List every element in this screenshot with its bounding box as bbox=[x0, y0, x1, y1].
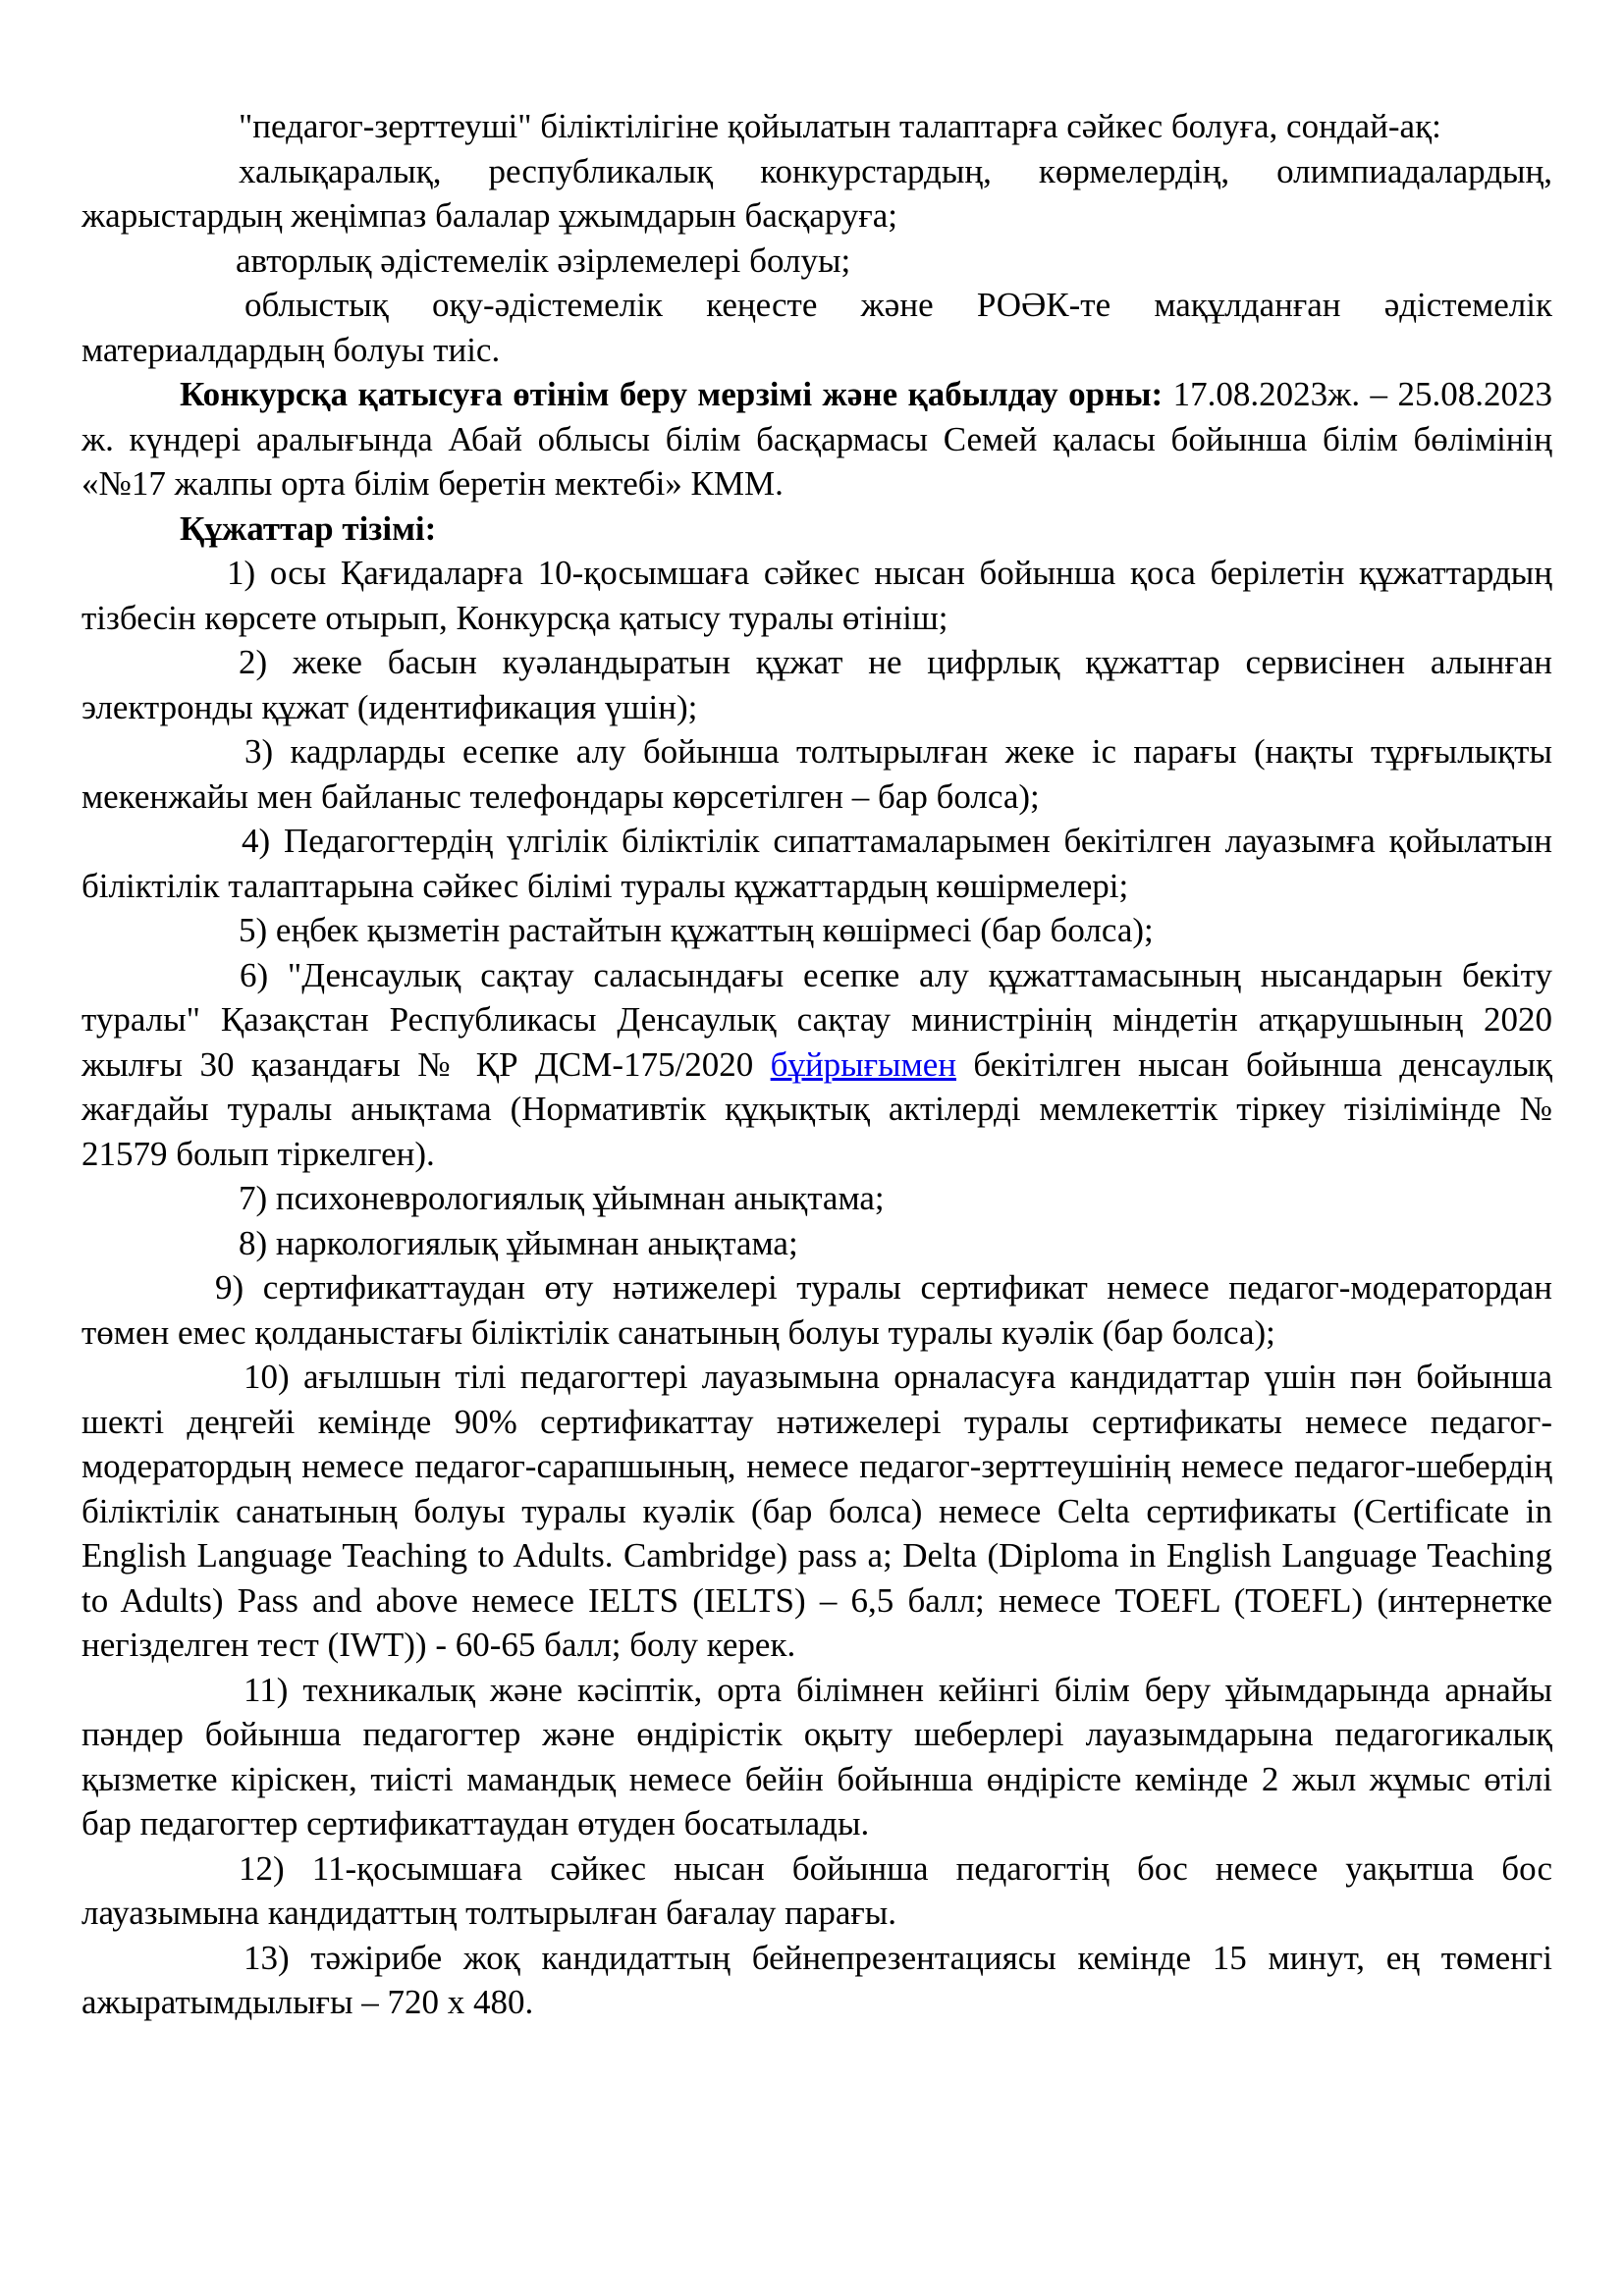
qualification-paragraph: "педагог-зерттеуші" біліктілігіне қойылатын талаптарға сәйкес болуға, сондай-ақ: bbox=[239, 107, 1441, 145]
document-item-8: 8) наркологиялық ұйымнан анықтама; bbox=[239, 1223, 798, 1262]
application-deadline-label: Конкурсқа қатысуға өтінім беру мерзімі және қабылдау орны: bbox=[180, 375, 1164, 413]
document-item-1: 1) осы Қағидаларға 10-қосымшаға сәйкес нысан бойынша қоса берілетін құжаттардың тізбесін көрсете отырып, Конкурсқа қатысу туралы өтініш; bbox=[81, 554, 1552, 637]
document-item-6 bbox=[81, 953, 1552, 1177]
document-item-10: 10) ағылшын тілі педагогтері лауазымына орналасуға кандидаттар үшін пән бойынша шекті деңгейі кемінде 90% сертификаттау нәтижелері туралы сертификаты немесе педагог-модератордың немесе педагог-сарапшының, немесе педагог-зерттеушінің немесе педагог-шебердің біліктілік санатының болуы туралы куәлік (бар болса) немесе Celta сертификаты (Certificate in English Language Teaching to Adults. Cambridge) pass a; Delta (Diploma in English Language Teaching to Adults) Pass and above немесе IELTS (IELTS) – 6,5 балл; немесе TOEFL (TOEFL) (интернетке негізделген тест (IWT)) - 60-65 балл; болу керек. bbox=[81, 1358, 1552, 1664]
document-item-9: 9) сертификаттаудан өту нәтижелері туралы сертификат немесе педагог-модератордан төмен емес қолданыстағы біліктілік санатының болуы туралы куәлік (бар болса); bbox=[81, 1268, 1552, 1352]
author-developments-paragraph: авторлық әдістемелік әзірлемелері болуы; bbox=[236, 240, 851, 280]
application-deadline-paragraph bbox=[81, 372, 1552, 507]
document-item-5: 5) еңбек қызметін растайтын құжаттың көшірмесі (бар болса); bbox=[239, 911, 1154, 949]
document-item-2: 2) жеке басын куәландыратын құжат не цифрлық құжаттар сервисінен алынған электронды құжат (идентификация үшін); bbox=[81, 643, 1552, 726]
document-item-7: 7) психоневрологиялық ұйымнан анықтама; bbox=[239, 1179, 885, 1217]
competition-leadership-paragraph: халықаралық, республикалық конкурстардың, көрмелердің, олимпиадалардың, жарыстардың жеңімпаз балалар ұжымдарын басқаруға; bbox=[81, 151, 1552, 235]
document-item-12: 12) 11-қосымшаға сәйкес нысан бойынша педагогтің бос немесе уақытша бос лауазымына кандидаттың толтырылған бағалау парағы. bbox=[81, 1848, 1552, 1932]
document-item-11: 11) техникалық және кәсіптік, орта білімнен кейінгі білім беру ұйымдарында арнайы пәндер бойынша педагогтер және өндірістік оқыту шеберлері лауазымдарына педагогикалық қызметке кіріскен, тиісті мамандық немесе бейін бойынша өндірісте кемінде 2 жыл жұмыс өтілі бар педагогтер сертификаттаудан өтуден босатылады. bbox=[81, 1670, 1552, 1842]
document-item-4: 4) Педагогтердің үлгілік біліктілік сипаттамаларымен бекітілген лауазымға қойылатын біліктілік талаптарына сәйкес білімі туралы құжаттардың көшірмелері; bbox=[81, 822, 1552, 905]
document-item-3: 3) кадрларды есепке алу бойынша толтырылған жеке іс парағы (нақты тұрғылықты мекенжайы мен байланыс телефондары көрсетілген – бар болса); bbox=[81, 732, 1552, 816]
document-page bbox=[81, 104, 1552, 2025]
order-link[interactable]: бұйрығымен bbox=[770, 1044, 956, 1084]
document-item-6-text-before: 6) "Денсаулық сақтау саласындағы есепке алу құжаттамасының нысандарын бекіту туралы" Қазақстан Республикасы Денсаулық сақтау министрінің міндетін атқарушының 2020 жылғы 30 қазандағы № ҚР ДСМ-175/2020 bbox=[81, 955, 1552, 1084]
application-deadline-text: 17.08.2023ж. – 25.08.2023 ж. күндері аралығында Абай облысы білім басқармасы Семей қаласы бойынша білім бөлімінің «№17 жалпы орта білім беретін мектебі» КММ. bbox=[81, 375, 1552, 503]
document-item-13: 13) тәжірибе жоқ кандидаттың бейнепрезентациясы кемінде 15 минут, ең төменгі ажыратымдылығы – 720 x 480. bbox=[81, 1938, 1552, 2021]
document-item-6-text-after: бекітілген нысан бойынша денсаулық жағдайы туралы анықтама (Нормативтік құқықтық актілерді мемлекеттік тіркеу тізілімінде № 21579 болып тіркелген). bbox=[81, 1044, 1552, 1173]
documents-list-heading: Құжаттар тізімі: bbox=[180, 508, 437, 548]
methodical-materials-paragraph: облыстық оқу-әдістемелік кеңесте және РОӘК-те мақұлданған әдістемелік материалдардың болуы тиіс. bbox=[81, 286, 1552, 369]
